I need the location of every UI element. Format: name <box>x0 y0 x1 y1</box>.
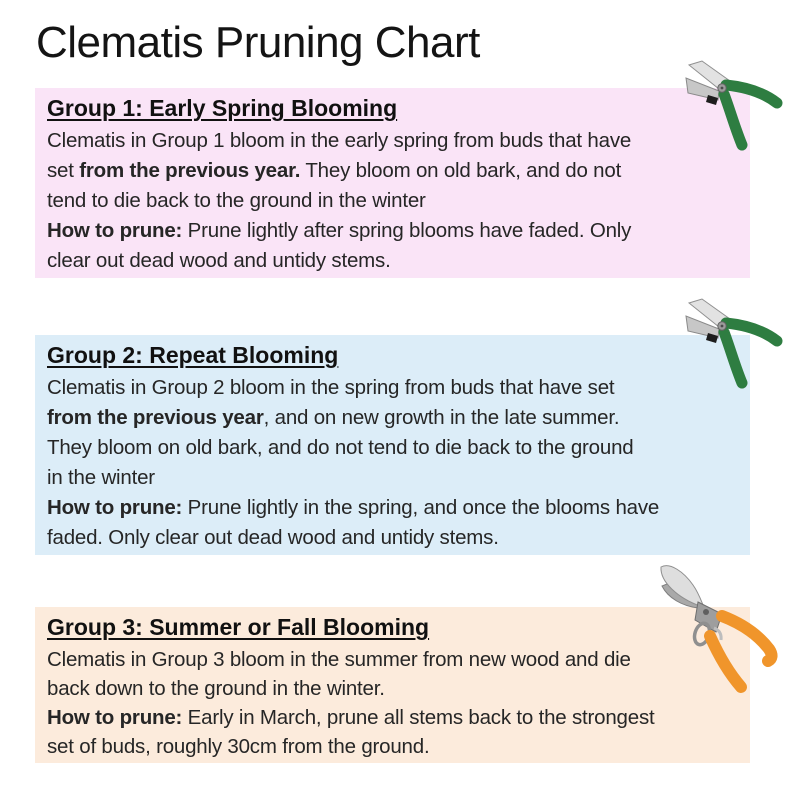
body-line: Clematis in Group 1 bloom in the early spring from buds that have <box>47 129 632 152</box>
group-2-heading: Group 2: Repeat Blooming <box>47 342 339 368</box>
group-2-card <box>35 335 750 555</box>
group-3-body <box>47 645 738 761</box>
bypass-pruner-icon <box>648 556 793 698</box>
body-line: from the previous year, and on new growth in the late summer. <box>47 406 620 429</box>
body-line: in the winter <box>47 466 155 489</box>
body-line: clear out dead wood and untidy stems. <box>47 249 391 272</box>
group-3-heading: Group 3: Summer or Fall Blooming <box>47 614 430 640</box>
body-line: Clematis in Group 3 bloom in the summer from new wood and die <box>47 648 631 671</box>
body-line: How to prune: Prune lightly in the spring, and once the blooms have <box>47 496 660 519</box>
body-line: They bloom on old bark, and do not tend to die back to the ground <box>47 436 634 459</box>
group-2-body <box>47 373 738 553</box>
group-1-body <box>47 126 738 276</box>
group-1-card <box>35 88 750 278</box>
body-line: How to prune: Prune lightly after spring blooms have faded. Only <box>47 219 632 242</box>
body-line: tend to die back to the ground in the winter <box>47 189 426 212</box>
group-3-card <box>35 607 750 763</box>
group-1-heading: Group 1: Early Spring Blooming <box>47 95 398 121</box>
body-line: set from the previous year. They bloom on old bark, and do not <box>47 159 622 182</box>
body-line: Clematis in Group 2 bloom in the spring from buds that have set <box>47 376 615 399</box>
garden-snips-icon <box>684 298 790 390</box>
page-title: Clematis Pruning Chart <box>36 18 480 67</box>
garden-snips-icon <box>684 60 790 152</box>
body-line: faded. Only clear out dead wood and untidy stems. <box>47 526 499 549</box>
body-line: set of buds, roughly 30cm from the ground. <box>47 735 430 758</box>
body-line: How to prune: Early in March, prune all stems back to the strongest <box>47 706 655 729</box>
body-line: back down to the ground in the winter. <box>47 677 385 700</box>
